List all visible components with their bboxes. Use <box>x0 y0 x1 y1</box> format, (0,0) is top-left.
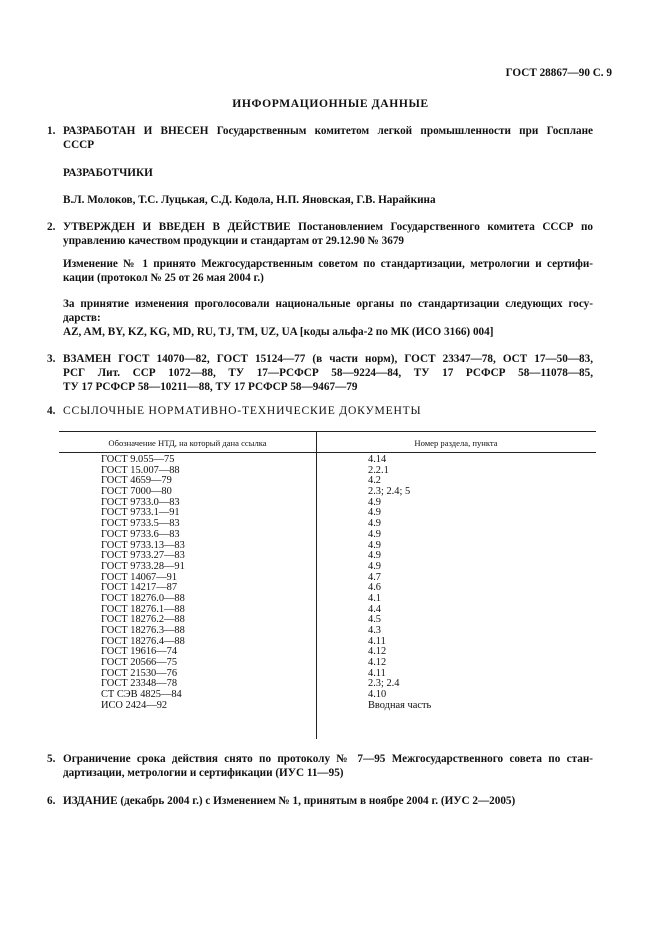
section-3-line: ТУ 17 РСФСР 58—10211—88, ТУ 17 РСФСР 58—9467—79 <box>63 381 358 393</box>
table-row <box>59 530 596 541</box>
table-cell-document: ГОСТ 9.055—75 <box>101 454 175 465</box>
developers-heading: РАЗРАБОТЧИКИ <box>63 167 153 179</box>
reference-documents-table <box>59 431 596 712</box>
section-5-line: Ограничение срока действия снято по протоколу № 7—95 Межгосударственного совета по стан- <box>63 753 593 765</box>
table-body <box>59 453 596 712</box>
table-cell-section: 4.9 <box>368 518 381 530</box>
vote-text <box>63 297 593 339</box>
table-cell-document: ГОСТ 9733.28—91 <box>101 560 185 572</box>
table-cell-section: 4.9 <box>368 550 381 562</box>
section-2-number: 2. <box>47 221 56 233</box>
table-cell-section: 4.3 <box>368 625 381 636</box>
section-3-line: ВЗАМЕН ГОСТ 14070—82, ГОСТ 15124—77 (в части норм), ГОСТ 23347—78, ОСТ 17—50—83, <box>63 353 593 365</box>
table-cell-section: 4.7 <box>368 571 381 583</box>
table-cell-document: ГОСТ 23348—78 <box>101 678 178 690</box>
table-cell-section: Вводная часть <box>368 699 432 711</box>
table-cell-section: 4.12 <box>368 657 387 669</box>
section-1-number: 1. <box>47 125 56 137</box>
table-cell-document: ГОСТ 21530—76 <box>101 667 178 679</box>
amendment-line: Изменение № 1 принято Межгосударственным советом по стандартизации, метрологии и сертифи- <box>63 258 593 270</box>
section-4-title: ССЫЛОЧНЫЕ НОРМАТИВНО-ТЕХНИЧЕСКИЕ ДОКУМЕНТЫ <box>63 404 422 417</box>
table-cell-section: 4.11 <box>368 667 386 679</box>
table-header-document: Обозначение НТД, на который дана ссылка <box>108 438 267 448</box>
section-3-number: 3. <box>47 353 56 365</box>
table-cell-section: 4.9 <box>368 560 381 572</box>
section-1-text <box>63 124 593 152</box>
table-cell-section: 4.9 <box>368 507 381 519</box>
table-cell-document: ГОСТ 15.007—88 <box>101 464 180 476</box>
table-row <box>59 701 596 712</box>
section-2-text <box>63 220 593 248</box>
table-cell-document: ГОСТ 18276.1—88 <box>101 603 185 615</box>
table-cell-document: СТ СЭВ 4825—84 <box>101 689 182 701</box>
section-2-line: управлению качеством продукции и стандартам от 29.12.90 № 3679 <box>63 235 405 247</box>
table-cell-section: 2.3; 2.4; 5 <box>368 486 411 498</box>
table-cell-document: ГОСТ 7000—80 <box>101 486 172 498</box>
table-cell-section: 4.6 <box>368 582 381 594</box>
table-cell-section: 4.9 <box>368 528 381 540</box>
amendment-text <box>63 257 593 285</box>
vote-line: За принятие изменения проголосовали национальные органы по стандартизации следующих госу- <box>63 298 593 310</box>
amendment-line: кации (протокол № 25 от 26 мая 2004 г.) <box>63 272 264 284</box>
developers-list: В.Л. Молоков, Т.С. Луцькая, С.Д. Кодола, Н.П. Яновская, Г.В. Нарайкина <box>63 194 436 206</box>
table-cell-section: 4.1 <box>368 592 381 604</box>
table-cell-section: 4.5 <box>368 614 381 626</box>
table-header-section: Номер раздела, пункта <box>414 438 498 448</box>
section-6-line: ИЗДАНИЕ (декабрь 2004 г.) с Изменением № 1, принятым в ноябре 2004 г. (ИУС 2—2005) <box>63 795 516 807</box>
section-3-text <box>63 352 593 394</box>
table-cell-section: 4.9 <box>368 496 381 508</box>
table-cell-document: ГОСТ 9733.5—83 <box>101 518 180 530</box>
document-title: ИНФОРМАЦИОННЫЕ ДАННЫЕ <box>232 97 429 110</box>
section-4-number: 4. <box>47 405 56 417</box>
page-header: ГОСТ 28867—90 С. 9 <box>505 67 612 79</box>
section-6-number: 6. <box>47 795 56 807</box>
section-5-number: 5. <box>47 753 56 765</box>
table-row <box>59 562 596 573</box>
section-6-text <box>63 794 593 808</box>
table-cell-section: 2.2.1 <box>368 464 389 476</box>
table-cell-document: ГОСТ 9733.6—83 <box>101 528 180 540</box>
table-cell-document: ГОСТ 18276.0—88 <box>101 592 185 604</box>
vote-line: дарств: <box>63 312 101 324</box>
table-cell-document: ГОСТ 14067—91 <box>101 571 178 583</box>
section-3-line: РСГ Лит. ССР 1072—88, ТУ 17—РСФСР 58—9224—84, ТУ 17 РСФСР 58—11078—85, <box>63 367 593 379</box>
table-cell-document: ГОСТ 9733.1—91 <box>101 507 180 519</box>
vote-line: AZ, AM, BY, KZ, KG, MD, RU, TJ, TM, UZ, UA [коды альфа-2 по МК (ИСО 3166) 004] <box>63 326 494 338</box>
section-1-line: РАЗРАБОТАН И ВНЕСЕН Государственным комитетом легкой промышленности при Госплане <box>63 125 593 137</box>
section-5-line: дартизации, метрологии и сертификации (ИУС 11—95) <box>63 767 344 779</box>
table-header <box>59 431 596 453</box>
section-1-line: СССР <box>63 139 95 151</box>
table-cell-section: 4.12 <box>368 646 387 658</box>
table-cell-document: ГОСТ 9733.13—83 <box>101 539 185 551</box>
table-cell-document: ГОСТ 4659—79 <box>101 475 172 487</box>
table-cell-document: ГОСТ 9733.27—83 <box>101 550 185 562</box>
table-cell-document: ГОСТ 18276.3—88 <box>101 625 185 636</box>
table-cell-section: 4.14 <box>368 454 387 465</box>
table-cell-section: 2.3; 2.4 <box>368 678 400 690</box>
table-cell-section: 4.11 <box>368 635 386 647</box>
table-cell-section: 4.10 <box>368 689 387 701</box>
section-5-text <box>63 752 593 780</box>
table-cell-document: ИСО 2424—92 <box>101 699 168 711</box>
table-cell-document: ГОСТ 14217—87 <box>101 582 178 594</box>
table-cell-document: ГОСТ 18276.4—88 <box>101 635 185 647</box>
table-cell-document: ГОСТ 18276.2—88 <box>101 614 185 626</box>
table-cell-document: ГОСТ 20566—75 <box>101 657 178 669</box>
table-cell-document: ГОСТ 19616—74 <box>101 646 178 658</box>
table-cell-document: ГОСТ 9733.0—83 <box>101 496 180 508</box>
table-cell-section: 4.9 <box>368 539 381 551</box>
table-cell-section: 4.4 <box>368 603 381 615</box>
section-2-line: УТВЕРЖДЕН И ВВЕДЕН В ДЕЙСТВИЕ Постановлением Государственного комитета СССР по <box>63 221 593 233</box>
table-cell-section: 4.2 <box>368 475 381 487</box>
